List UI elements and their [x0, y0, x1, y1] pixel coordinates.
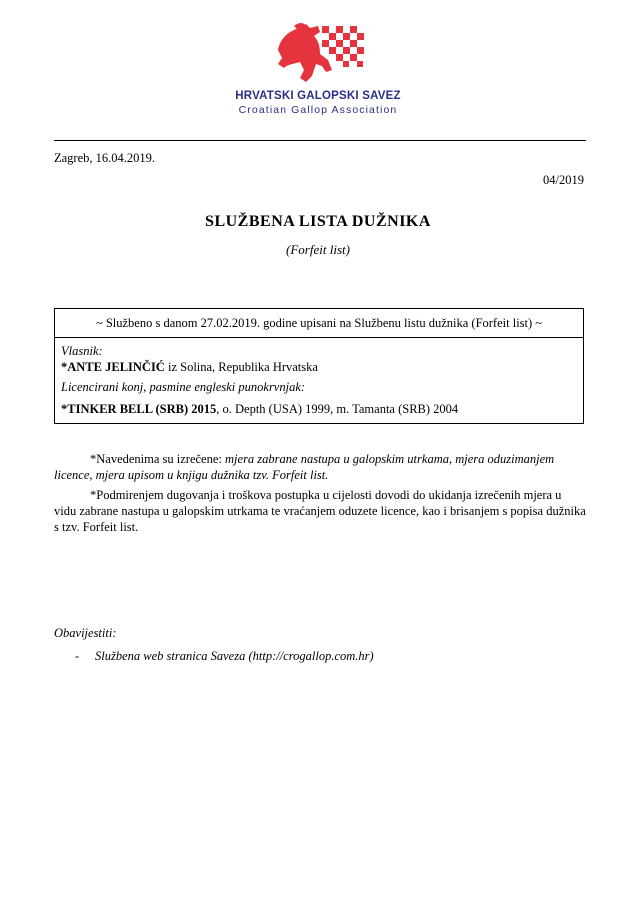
owner-origin: iz Solina, Republika Hrvatska [164, 360, 318, 374]
header-divider [54, 140, 586, 141]
horse-name: *TINKER BELL (SRB) 2015 [61, 402, 217, 416]
horse-jockey-checkered-logo-icon [270, 20, 366, 88]
entry-header: ~ Službeno s danom 27.02.2019. godine upisani na Službenu listu dužnika (Forfeit list) ~ [55, 309, 583, 338]
settlement-paragraph: *Podmirenjem dugovanja i troškova postupka u cijelosti dovodi do ukidanja izrečenih mjera u vidu zabrane nastupa u galopskim utrkama te vraćanjem oduzete licence, kao i brisanjem s popisa dužnika s tzv. Forfeit list. [54, 488, 586, 534]
measures-paragraph [54, 451, 586, 483]
measures-list: mjera zabrane nastupa u galopskim utrkama, mjera oduzimanjem licence, mjera upisom u knjigu dužnika tzv. Forfeit list. [54, 452, 555, 482]
document-title: SLUŽBENA LISTA DUŽNIKA [205, 213, 431, 230]
org-name: HRVATSKI GALOPSKI SAVEZ [235, 90, 401, 102]
org-subtitle: Croatian Gallop Association [238, 104, 398, 116]
notify-item-text: Službena web stranica Saveza (http://crogallop.com.hr) [95, 649, 374, 663]
notify-item [75, 649, 374, 664]
measures-lead: *Navedenima su izrečene: [90, 452, 226, 466]
document-subtitle: (Forfeit list) [286, 242, 350, 257]
horse-line [61, 402, 458, 417]
association-logo [232, 20, 404, 120]
debtor-entry-box [54, 308, 584, 424]
place-date: Zagreb, 16.04.2019. [54, 151, 156, 165]
horse-pedigree: , o. Depth (USA) 1999, m. Tamanta (SRB) 2004 [216, 402, 459, 416]
owner-label: Vlasnik: [61, 344, 103, 358]
notify-label: Obavijestiti: [54, 626, 117, 640]
owner-line [61, 360, 318, 375]
owner-name: *ANTE JELINČIĆ [61, 360, 165, 374]
horse-label: Licencirani konj, pasmine engleski punokrvnjak: [61, 380, 306, 394]
list-dash: - [75, 649, 80, 663]
document-number: 04/2019 [543, 173, 584, 187]
